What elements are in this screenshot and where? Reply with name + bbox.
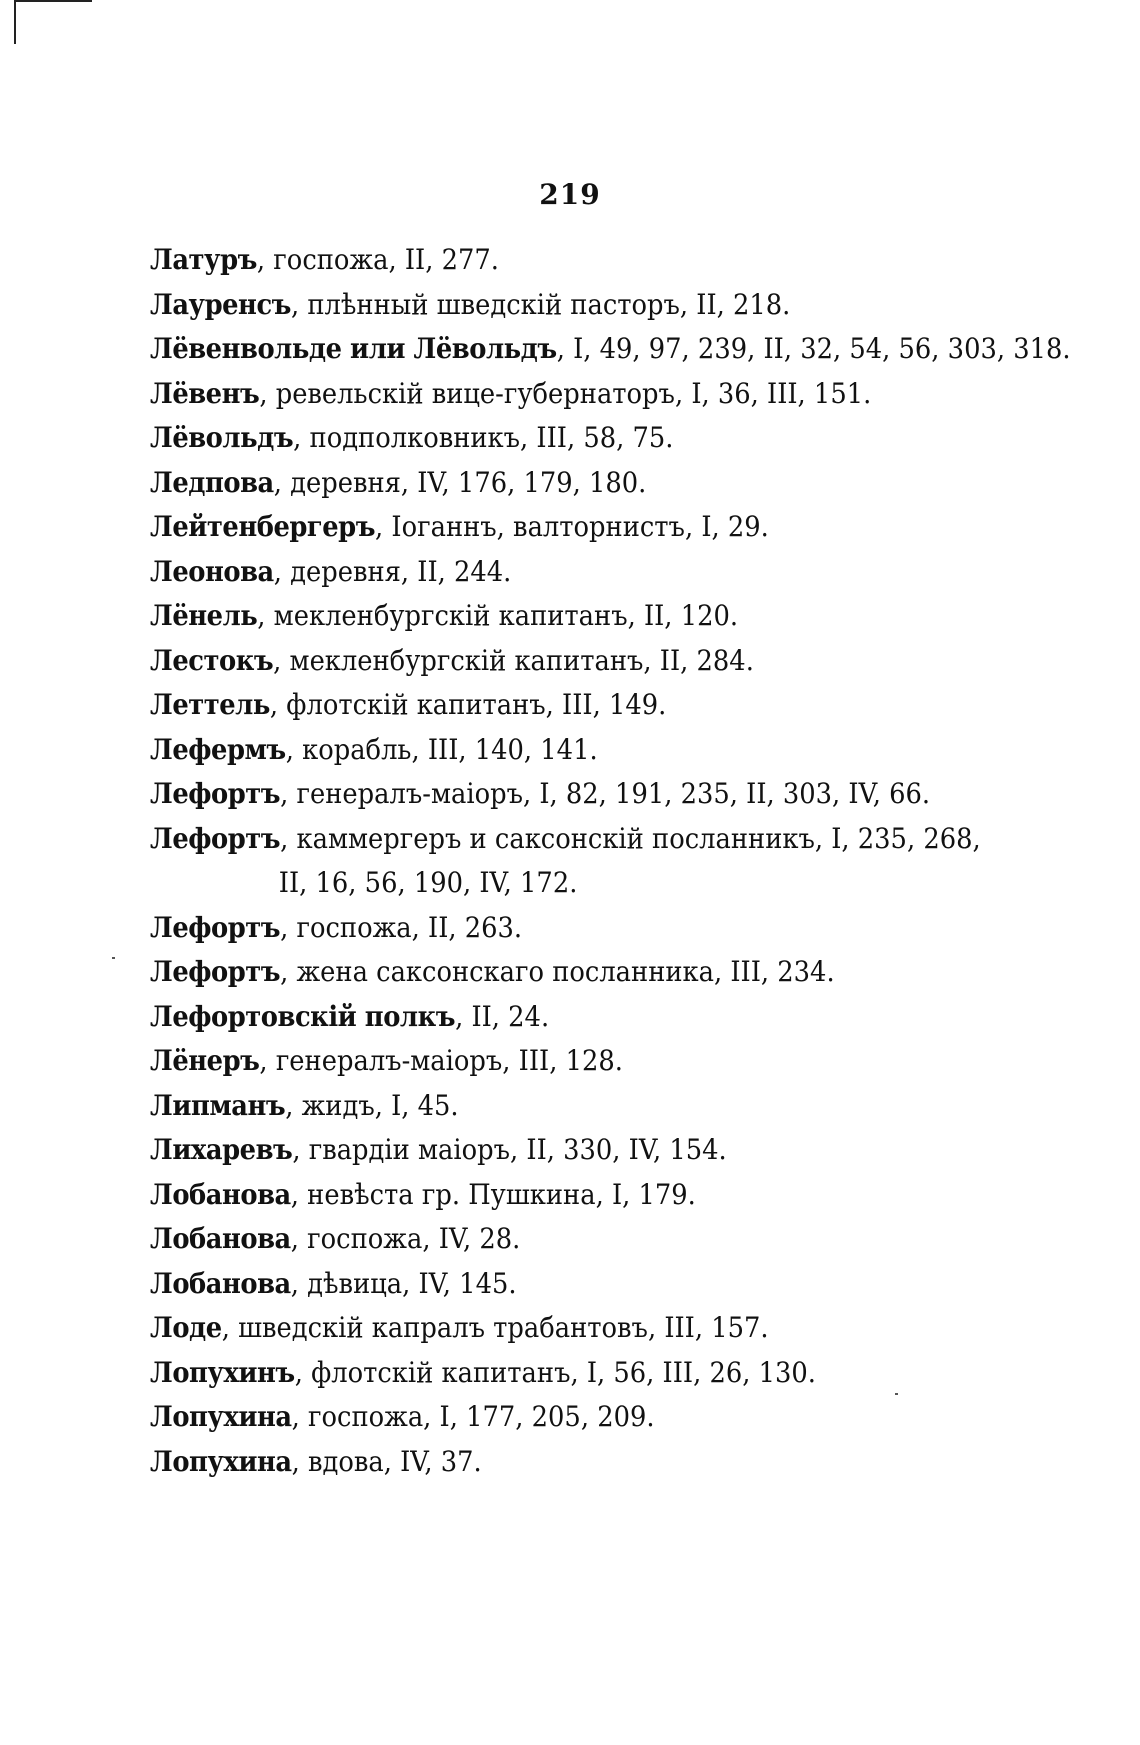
entry-references: , флотскій капитанъ, I, 56, III, 26, 130. <box>294 1355 816 1389</box>
entry-name: Лобанова <box>150 1266 291 1300</box>
index-entry <box>150 372 978 417</box>
entry-name: Лестокъ <box>150 643 274 677</box>
index-entry <box>150 1039 978 1084</box>
scan-speck <box>895 1393 898 1395</box>
entry-name: Липманъ <box>150 1088 286 1122</box>
index-entry <box>150 1395 978 1440</box>
entry-references: , мекленбургскій капитанъ, II, 120. <box>257 599 739 632</box>
entry-name: Лёвенъ <box>150 376 260 410</box>
index-entry <box>150 416 978 461</box>
entry-name: Лефортъ <box>150 955 281 988</box>
index-entry <box>150 683 978 728</box>
index-entry <box>150 817 981 906</box>
entry-references: , генералъ-маіоръ, I, 82, 191, 235, II, 303, IV, 66. <box>280 777 931 810</box>
index-entry <box>150 1440 978 1485</box>
index-entry <box>150 728 978 773</box>
entry-references: , гвардіи маіоръ, II, 330, IV, 154. <box>292 1133 727 1166</box>
index-entry <box>150 283 978 328</box>
entry-continuation: II, 16, 56, 190, IV, 172. <box>278 866 578 899</box>
index-entry <box>150 327 1071 372</box>
entry-name: Лефортъ <box>150 910 281 944</box>
entry-name: Леонова <box>150 554 274 588</box>
index-entry <box>150 950 978 995</box>
entry-name: Лёвенвольде или Лёвольдъ <box>150 332 557 365</box>
entry-references: , госпожа, II, 277. <box>256 243 499 276</box>
entry-references: , госпожа, I, 177, 205, 209. <box>291 1400 655 1433</box>
index-entry <box>150 1262 978 1307</box>
entry-name: Лёнеръ <box>150 1044 260 1077</box>
index-entry <box>150 1217 978 1262</box>
entry-references: , госпожа, II, 263. <box>280 910 523 944</box>
scan-speck <box>112 957 115 959</box>
entry-references: , флотскій капитанъ, III, 149. <box>269 688 667 721</box>
entry-name: Лефортовскій полкъ <box>150 999 456 1033</box>
entry-name: Лопухинъ <box>150 1355 295 1389</box>
index-entry <box>150 1128 978 1173</box>
entry-references: , генералъ-маіоръ, III, 128. <box>259 1044 623 1077</box>
entry-name: Лейтенбергеръ <box>150 510 376 543</box>
entry-name: Лёнель <box>150 599 258 632</box>
entry-name: Латуръ <box>150 243 257 276</box>
index-entry <box>150 1084 978 1129</box>
index-entry <box>150 639 978 684</box>
entry-references: , подполковникъ, III, 58, 75. <box>293 421 674 454</box>
entry-references: , госпожа, IV, 28. <box>290 1222 521 1255</box>
entry-references: , плѣнный шведскій пасторъ, II, 218. <box>290 287 791 321</box>
entry-references: , каммергеръ и саксонскій посланникъ, I, 235, 268, <box>280 821 981 855</box>
page-number: 219 <box>539 178 601 211</box>
entry-references: , жидъ, I, 45. <box>285 1088 459 1122</box>
entry-name: Лобанова <box>150 1177 291 1211</box>
entry-references: , жена саксонскаго посланника, III, 234. <box>280 955 835 988</box>
entry-name: Лопухина <box>150 1444 292 1478</box>
entry-name: Леттель <box>150 688 270 721</box>
index-entry <box>150 594 978 639</box>
index-entries <box>150 238 1071 1484</box>
entry-name: Лобанова <box>150 1222 291 1255</box>
entry-name: Лефортъ <box>150 821 281 855</box>
index-entry <box>150 1306 978 1351</box>
entry-name: Лёвольдъ <box>150 421 294 454</box>
entry-references: , Іоганнъ, валторнистъ, I, 29. <box>375 510 769 543</box>
index-entry <box>150 1173 978 1218</box>
entry-name: Лоде <box>150 1311 222 1344</box>
index-entry <box>150 505 978 550</box>
index-entry <box>150 772 978 817</box>
entry-name: Лефортъ <box>150 777 281 810</box>
index-entry <box>150 238 978 283</box>
entry-references: , деревня, II, 244. <box>273 554 512 588</box>
entry-references: , вдова, IV, 37. <box>291 1444 482 1478</box>
entry-references: , II, 24. <box>455 999 550 1033</box>
entry-name: Лихаревъ <box>150 1133 293 1166</box>
index-entry <box>150 995 978 1040</box>
index-entry <box>150 461 978 506</box>
entry-name: Лауренсъ <box>150 287 291 321</box>
entry-references: , ревельскій вице-губернаторъ, I, 36, III, 151. <box>259 376 872 410</box>
entry-references: , деревня, IV, 176, 179, 180. <box>273 465 647 499</box>
index-entry <box>150 906 978 951</box>
entry-references: , корабль, III, 140, 141. <box>285 732 598 766</box>
entry-name: Ледпова <box>150 465 274 499</box>
entry-references: , невѣста гр. Пушкина, I, 179. <box>290 1177 696 1211</box>
entry-references: , дѣвица, IV, 145. <box>290 1266 517 1300</box>
scan-corner-mark <box>14 0 92 44</box>
index-entry <box>150 1351 978 1396</box>
index-entry <box>150 550 978 595</box>
entry-references: , I, 49, 97, 239, II, 32, 54, 56, 303, 318. <box>556 332 1071 365</box>
entry-references: , мекленбургскій капитанъ, II, 284. <box>273 643 754 677</box>
entry-references: , шведскій капралъ трабантовъ, III, 157. <box>221 1311 769 1344</box>
entry-name: Лефермъ <box>150 732 286 766</box>
entry-name: Лопухина <box>150 1400 292 1433</box>
